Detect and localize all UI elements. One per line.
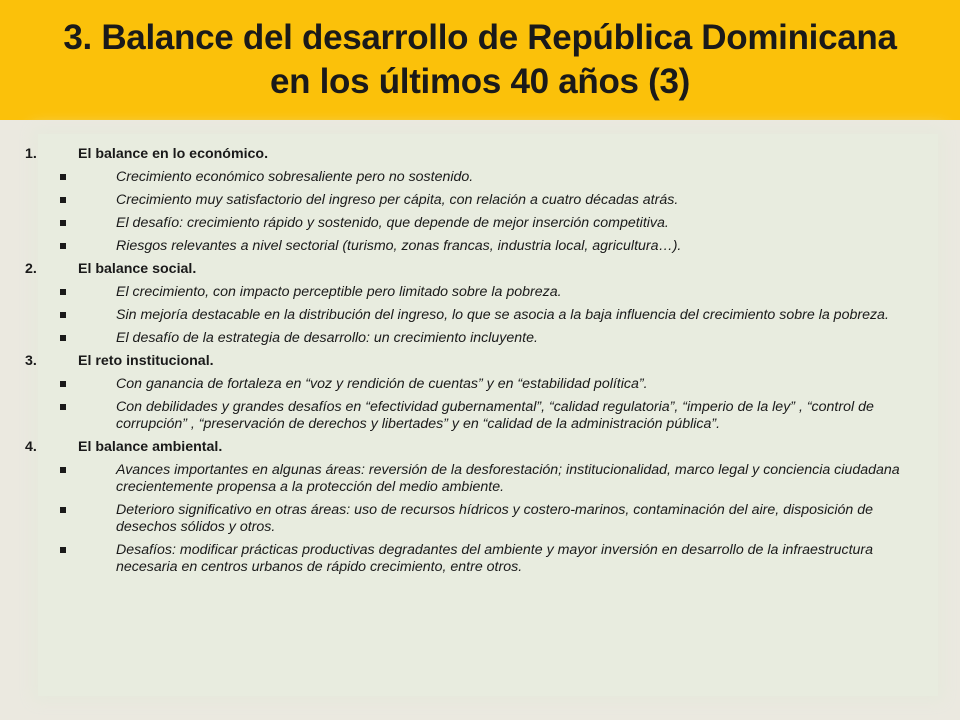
- square-bullet-icon: [60, 197, 66, 203]
- bullet-text: El desafío de la estrategia de desarrollo: un crecimiento incluyente.: [116, 330, 538, 346]
- bullet-text: El crecimiento, con impacto perceptible pero limitado sobre la pobreza.: [116, 284, 562, 300]
- bullet-list: [38, 169, 938, 255]
- bullet-text: Deterioro significativo en otras áreas: uso de recursos hídricos y costero-marinos, contaminación del aire, disposición de desechos sólidos y otros.: [116, 502, 874, 535]
- bullet-list: [38, 462, 938, 576]
- bullet-text: Crecimiento muy satisfactorio del ingreso per cápita, con relación a cuatro décadas atrás.: [116, 192, 679, 208]
- section-heading-text: El balance social.: [78, 261, 197, 277]
- list-item: [38, 330, 938, 347]
- list-item: [38, 307, 938, 324]
- slide-title-line-1: 3. Balance del desarrollo de República Dominicana: [63, 18, 897, 57]
- square-bullet-icon: [60, 507, 66, 513]
- section-heading: [25, 439, 938, 456]
- square-bullet-icon: [60, 547, 66, 553]
- bullet-text: Con ganancia de fortaleza en “voz y rendición de cuentas” y en “estabilidad política”.: [116, 376, 648, 392]
- square-bullet-icon: [60, 220, 66, 226]
- square-bullet-icon: [60, 243, 66, 249]
- section-number: 4.: [25, 439, 37, 455]
- list-item: [38, 399, 938, 433]
- list-item: [38, 502, 938, 536]
- bullet-text: El desafío: crecimiento rápido y sostenido, que depende de mejor inserción competitiva.: [116, 215, 669, 231]
- bullet-text: Riesgos relevantes a nivel sectorial (turismo, zonas francas, industria local, agricultura…).: [116, 238, 682, 254]
- section-heading-text: El balance ambiental.: [78, 439, 223, 455]
- section-heading-text: El balance en lo económico.: [78, 146, 269, 162]
- square-bullet-icon: [60, 335, 66, 341]
- list-item: [38, 192, 938, 209]
- slide-title-line-2: en los últimos 40 años (3): [269, 62, 691, 101]
- section-heading: [25, 146, 938, 163]
- section-list: [25, 146, 938, 582]
- square-bullet-icon: [60, 174, 66, 180]
- title-band: [0, 0, 960, 120]
- bullet-list: [38, 284, 938, 347]
- section-heading: [25, 261, 938, 278]
- bullet-list: [38, 376, 938, 433]
- section-number: 2.: [25, 261, 37, 277]
- content-panel: [25, 134, 938, 696]
- square-bullet-icon: [60, 467, 66, 473]
- list-item: [38, 169, 938, 186]
- square-bullet-icon: [60, 404, 66, 410]
- list-item: [38, 462, 938, 496]
- slide-title: [63, 16, 896, 104]
- list-item: [38, 215, 938, 232]
- bullet-text: Con debilidades y grandes desafíos en “efectividad gubernamental”, “calidad regulatoria”, “imperio de la ley” , “control de corrupción” , “preservación de derechos y libertades” y en “calidad de la administración pública”.: [116, 399, 874, 432]
- section-number: 1.: [25, 146, 37, 162]
- section-heading: [25, 353, 938, 370]
- section-number: 3.: [25, 353, 37, 369]
- section-heading-text: El reto institucional.: [78, 353, 214, 369]
- list-item: [38, 238, 938, 255]
- bullet-text: Crecimiento económico sobresaliente pero no sostenido.: [116, 169, 474, 185]
- square-bullet-icon: [60, 381, 66, 387]
- list-item: [38, 284, 938, 301]
- square-bullet-icon: [60, 312, 66, 318]
- bullet-text: Sin mejoría destacable en la distribución del ingreso, lo que se asocia a la baja influencia del crecimiento sobre la pobreza.: [116, 307, 889, 323]
- list-item: [38, 542, 938, 576]
- list-item: [38, 376, 938, 393]
- square-bullet-icon: [60, 289, 66, 295]
- bullet-text: Desafíos: modificar prácticas productivas degradantes del ambiente y mayor inversión en desarrollo de la infraestructura necesaria en centros urbanos de rápido crecimiento, entre otros.: [116, 542, 874, 575]
- bullet-text: Avances importantes en algunas áreas: reversión de la desforestación; institucionalidad, marco legal y conciencia ciudadana crecientemente propensa a la protección del medio ambiente.: [116, 462, 900, 495]
